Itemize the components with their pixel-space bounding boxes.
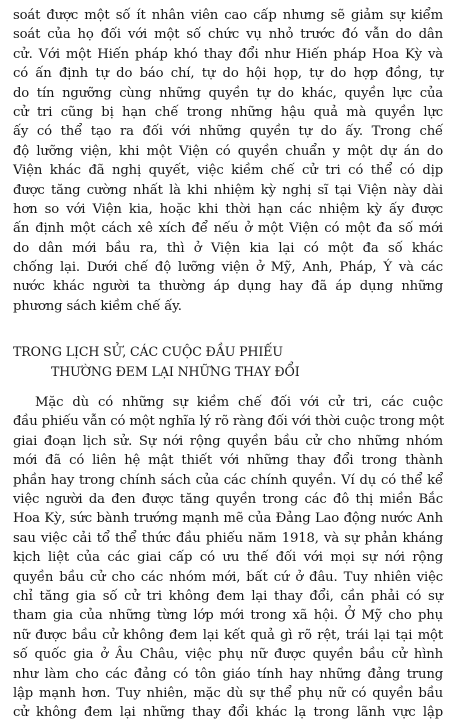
paragraph-body <box>13 393 443 723</box>
section-heading-line-1: TRONG LỊCH SỬ, CÁC CUỘC ĐẦU PHIẾU <box>13 344 283 360</box>
text-line: giai đoạn lịch sử. Sự nới rộng quyền bầu cử cho những nhóm <box>13 433 443 449</box>
text-line: số quốc gia ở Âu Châu, việc phụ nữ được quyền bầu cử hình <box>13 647 443 663</box>
section-heading-line-2: THƯỜNG ĐEM LẠI NHỮNG THAY ĐỔI <box>51 363 300 379</box>
text-line: độ lưỡng viện, khi một Viện có quyền chuẩn y một dự án do <box>13 143 443 159</box>
text-line: do tín ngưỡng cùng những quyền tự do khác, quyền lực của <box>13 85 443 101</box>
text-line: soát của họ đối với một số chức vụ nhỏ trước đó vẫn do dân <box>13 27 443 43</box>
text-line: kịch liệt của các giai cấp có ưu thế đối với mọi sự nới rộng <box>13 550 443 566</box>
text-line: phần hay trong chính sách của các chính quyền. Ví dụ có thể kể <box>13 472 443 488</box>
text-line: Mặc dù có những sự kiềm chế đối với cử tri, các cuộc <box>35 395 443 411</box>
section-heading <box>13 342 443 381</box>
text-line: chống lại. Dưới chế độ lưỡng viện ở Mỹ, Anh, Pháp, Ý và các <box>13 260 443 276</box>
text-line: phương sách kiềm chế ấy. <box>13 298 182 314</box>
text-line: ấy có thể tạo ra đối với những quyền tự do ấy. Trong chế <box>13 124 443 140</box>
text-line: Viện khác đã nghị quyết, việc kiềm chế cử tri có thể có dịp <box>13 163 443 179</box>
text-line: ấn định một cách xê xích để nếu ở một Viện có một đa số mới <box>13 221 443 237</box>
text-line: có ấn định tự do báo chí, tự do hội họp, tự do hợp đồng, tự <box>13 66 443 82</box>
text-line: đầu phiếu vẫn có một nghĩa lý rõ ràng đối với thời cuộc trong một <box>13 414 445 430</box>
heading-spacer <box>13 381 443 393</box>
text-line: cử tri cũng bị hạn chế trong những hậu quả mà quyền lực <box>13 104 443 120</box>
book-page <box>13 6 443 723</box>
text-line: cử không đem lại những thay đổi khác lạ trong lãnh vực lập <box>13 705 443 721</box>
text-line: chỉ tăng gia số cử tri không đem lại thay đổi, cần phải có sự <box>13 588 443 604</box>
section-spacer <box>13 316 443 342</box>
text-line: lập mạnh hơn. Tuy nhiên, mặc dù sự thể phụ nữ có quyền bầu <box>13 685 443 701</box>
text-line: cử. Với một Hiến pháp khó thay đổi như Hiến pháp Hoa Kỳ và <box>13 46 443 62</box>
text-line: do dân mới bầu ra, thì ở Viện kia lại có một đa số khác <box>13 240 443 256</box>
text-line: việc người da đen được tăng quyền trong các đô thị miền Bắc <box>13 491 443 507</box>
text-line: sau việc cải tổ thể thức đầu phiếu năm 1918, và sự phản kháng <box>13 530 443 546</box>
text-line: mới đã có liên hệ mật thiết với những thay đổi trong thành <box>13 453 443 469</box>
text-line: nữ được bầu cử không đem lại kết quả gì rõ rệt, trái lại tại một <box>13 627 443 643</box>
text-line: Hoa Kỳ, sức bành trướng mạnh mẽ của Đảng Lao động nước Anh <box>13 511 443 527</box>
text-line: được tăng cường nhất là khi nhiệm kỳ nghị sĩ tại Viện này dài <box>13 182 443 198</box>
text-line: hơn so với Viện kia, hoặc khi thời hạn các nhiệm kỳ ấy được <box>13 201 443 217</box>
text-line: như làm cho các đảng có tôn giáo tính hay những đảng trung <box>13 666 443 682</box>
text-line: tham gia của những từng lớp mới trong xã hội. Ở Mỹ cho phụ <box>13 608 443 624</box>
text-line: quyền bầu cử cho các nhóm mới, bất cứ ở đâu. Tuy nhiên việc <box>13 569 443 585</box>
text-line: soát được một số ít nhân viên cao cấp nhưng sẽ giảm sự kiểm <box>13 8 443 23</box>
text-line: nước khác người ta thường áp dụng hay đã áp dụng những <box>13 279 443 295</box>
paragraph-continuation <box>13 6 443 316</box>
